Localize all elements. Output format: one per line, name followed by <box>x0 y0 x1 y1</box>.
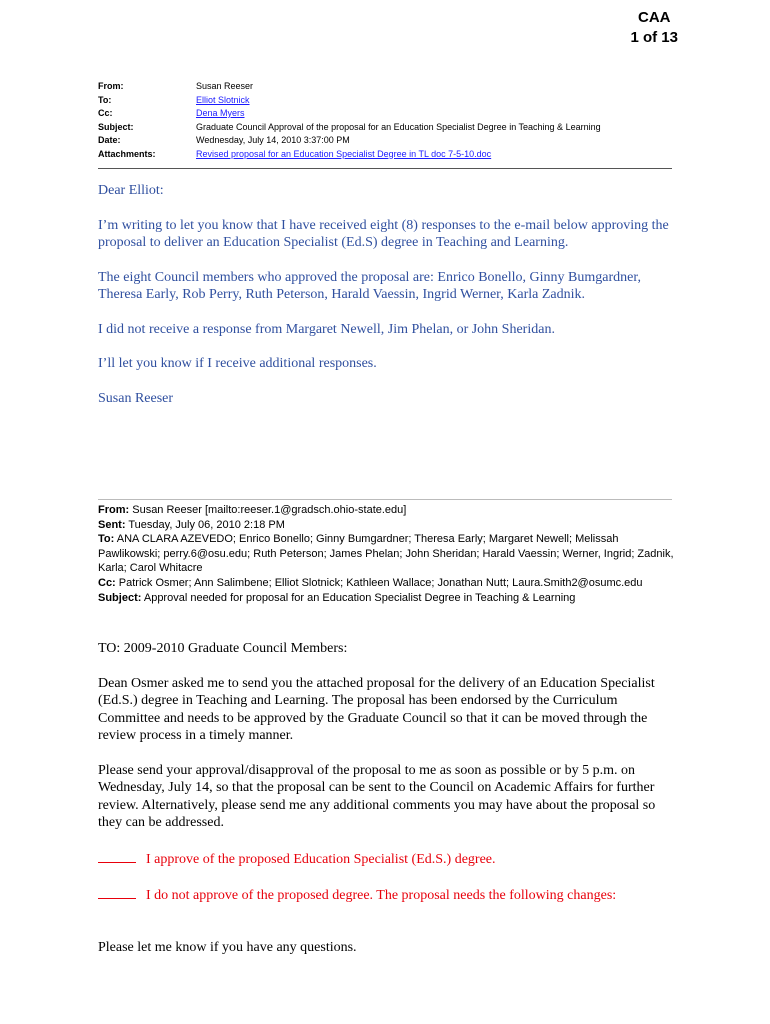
not-approve-text: I do not approve of the proposed degree. The proposal needs the following changes: <box>146 888 617 903</box>
fwd-subject-value: Approval needed for proposal for an Education Specialist Degree in Teaching & Learning <box>143 591 576 604</box>
original-paragraph: Please send your approval/disapproval of the proposal to me as soon as possible or by 5 p.m. on Wednesday, July 14, so that the proposal can be sent to the Council on Academic Affairs for further review. Alternatively, please send me any additional comments you may have about the proposal so they can be addressed. <box>98 762 656 830</box>
fwd-subject-label: Subject: <box>98 591 142 604</box>
attachments-label: Attachments: <box>98 148 156 159</box>
original-message <box>98 640 678 973</box>
from-value: Susan Reeser <box>196 81 254 91</box>
to-link[interactable]: Elliot Slotnick <box>196 94 250 105</box>
email-header <box>98 80 601 161</box>
signature: Susan Reeser <box>98 390 174 406</box>
not-approve-blank <box>98 885 136 899</box>
header-divider <box>98 168 672 169</box>
message-paragraph: I’ll let you know if I receive additional responses. <box>98 356 377 371</box>
forwarded-header <box>98 503 678 605</box>
fwd-from-value: Susan Reeser [mailto:reeser.1@gradsch.ohio-state.edu] <box>132 504 407 516</box>
page-stamp <box>630 8 678 48</box>
message-paragraph: I’m writing to let you know that I have received eight (8) responses to the e-mail below approving the proposal to deliver an Education Specialist (Ed.S) degree in Teaching and Learning. <box>98 217 669 250</box>
subject-value: Graduate Council Approval of the proposal for an Education Specialist Degree in Teaching & Learning <box>196 121 601 132</box>
fwd-to-value: ANA CLARA AZEVEDO; Enrico Bonello; Ginny Bumgardner; Theresa Early; Margaret Newell; Melissah Pawlikowski; perry.6@osu.edu; Ruth Peterson; James Phelan; John Sheridan; Harald Vaessin; Werner, Ingrid; Zadnik, Karla; Carol Whitacre <box>98 533 674 575</box>
fwd-from-label: From: <box>98 504 130 516</box>
fwd-cc-value: Patrick Osmer; Ann Salimbene; Elliot Slotnick; Kathleen Wallace; Jonathan Nutt; Laura.Smith2@osumc.edu <box>118 576 643 589</box>
original-paragraph: Dean Osmer asked me to send you the attached proposal for the delivery of an Education Specialist (Ed.S.) degree in Teaching and Learning. The proposal has been endorsed by the Curriculum Committee and needs to be approved by the Graduate Council so that it can be moved through the review process in a timely manner. <box>98 675 655 743</box>
approve-text: I approve of the proposed Education Specialist (Ed.S.) degree. <box>146 851 496 867</box>
message-body <box>98 182 678 424</box>
subject-label: Subject: <box>98 121 134 132</box>
message-paragraph: The eight Council members who approved the proposal are: Enrico Bonello, Ginny Bumgardner, Theresa Early, Rob Perry, Ruth Peterson, Harald Vaessin, Ingrid Werner, Karla Zadnik. <box>98 269 641 302</box>
date-label: Date: <box>98 135 121 145</box>
to-label: To: <box>98 94 112 105</box>
fwd-sent-value: Tuesday, July 06, 2010 2:18 PM <box>128 518 285 531</box>
forward-divider <box>98 499 672 500</box>
date-value: Wednesday, July 14, 2010 3:37:00 PM <box>196 135 350 145</box>
cc-link[interactable]: Dena Myers <box>196 108 245 118</box>
greeting: Dear Elliot: <box>98 183 164 198</box>
fwd-sent-label: Sent: <box>98 518 126 531</box>
cc-label: Cc: <box>98 108 113 118</box>
attachment-link[interactable]: Revised proposal for an Education Specialist Degree in TL doc 7-5-10.doc <box>196 148 492 159</box>
recipients-line: TO: 2009-2010 Graduate Council Members: <box>98 641 348 656</box>
stamp-page-count: 1 of 13 <box>630 29 678 46</box>
message-paragraph: I did not receive a response from Margaret Newell, Jim Phelan, or John Sheridan. <box>98 321 555 337</box>
closing-line: Please let me know if you have any questions. <box>98 939 357 955</box>
stamp-caa: CAA <box>637 9 671 26</box>
not-approve-option <box>98 885 678 905</box>
approve-option <box>98 849 678 869</box>
fwd-to-label: To: <box>98 533 115 546</box>
from-label: From: <box>98 81 124 91</box>
fwd-cc-label: Cc: <box>98 576 116 589</box>
approve-blank <box>98 849 136 863</box>
